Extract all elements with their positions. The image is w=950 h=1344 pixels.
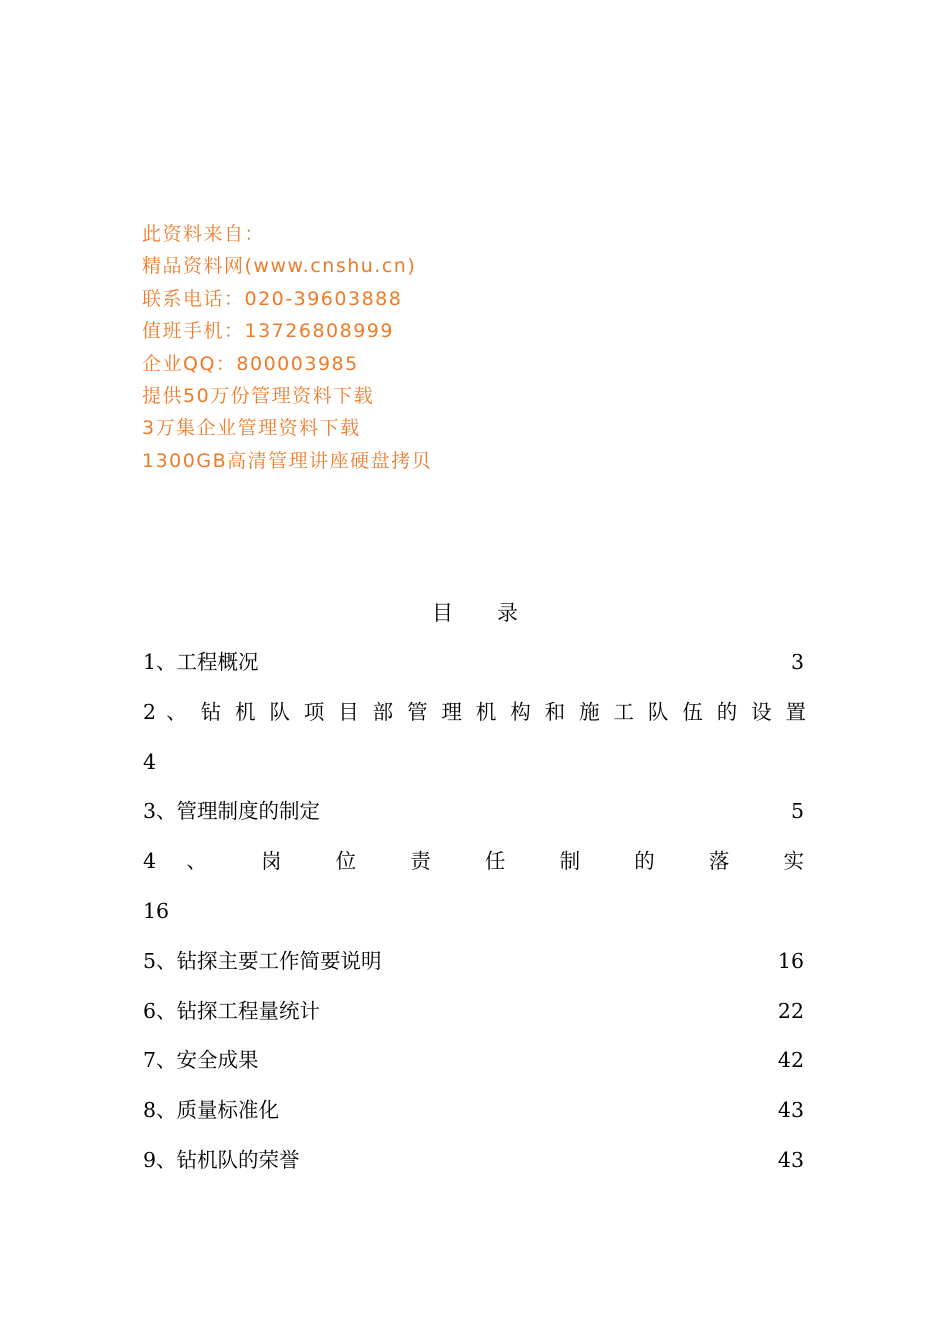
- toc-entry: [143, 1143, 804, 1193]
- promo-phone-line: 联系电话：020-39603888: [142, 287, 403, 310]
- toc-entry: [143, 1043, 804, 1093]
- toc-entry-page: 42: [777, 1048, 804, 1073]
- toc-entry-continuation: [143, 745, 804, 795]
- toc-entry-page: 4: [143, 749, 157, 774]
- toc-entry-page: 43: [777, 1147, 804, 1172]
- toc-entry-label: 5、钻探主要工作简要说明: [143, 948, 382, 973]
- toc-title-right: 录: [497, 601, 518, 625]
- promo-mobile-line: 值班手机：13726808999: [142, 320, 394, 343]
- promo-block: [142, 218, 562, 477]
- toc-title: [0, 597, 950, 629]
- toc-entry: [143, 944, 804, 994]
- toc-entry-label: 6、钻探工程量统计: [143, 998, 321, 1023]
- toc-entry-label: 7、安全成果: [143, 1048, 259, 1073]
- toc-entry: [143, 844, 804, 894]
- toc-entry-page: 16: [777, 948, 804, 973]
- toc-entry-page: 22: [777, 998, 804, 1023]
- promo-website-line: 精品资料网(www.cnshu.cn): [142, 255, 417, 278]
- toc-entry: [143, 1093, 804, 1143]
- toc-entry-label: 4 、 岗 位 责 任 制 的 落 实: [143, 849, 804, 874]
- toc-entry-label: 2 、 钻 机 队 项 目 部 管 理 机 构 和 施 工 队 伍 的 设 置: [143, 699, 806, 724]
- toc-entry-label: 9、钻机队的荣誉: [143, 1147, 300, 1172]
- toc-entry: [143, 645, 804, 695]
- promo-offer-line: 1300GB高清管理讲座硬盘拷贝: [142, 449, 433, 472]
- toc-entry-page: 5: [790, 799, 804, 824]
- promo-offer-line: 3万集企业管理资料下载: [142, 417, 361, 440]
- toc-entry: [143, 695, 804, 745]
- toc-entry-label: 3、管理制度的制定: [143, 799, 321, 824]
- table-of-contents: [143, 645, 804, 1193]
- promo-qq-line: 企业QQ：800003985: [142, 352, 359, 375]
- promo-offer-line: 提供50万份管理资料下载: [142, 384, 375, 407]
- toc-entry-page: 43: [777, 1098, 804, 1123]
- toc-entry-page: 16: [143, 898, 170, 923]
- toc-entry-label: 1、工程概况: [143, 650, 259, 674]
- toc-title-left: 目: [432, 601, 453, 625]
- toc-entry: [143, 994, 804, 1044]
- toc-entry-page: 3: [790, 650, 804, 674]
- toc-entry-label: 8、质量标准化: [143, 1098, 280, 1123]
- promo-source-line: 此资料来自：: [142, 223, 266, 245]
- toc-entry: [143, 794, 804, 844]
- toc-entry-continuation: [143, 894, 804, 944]
